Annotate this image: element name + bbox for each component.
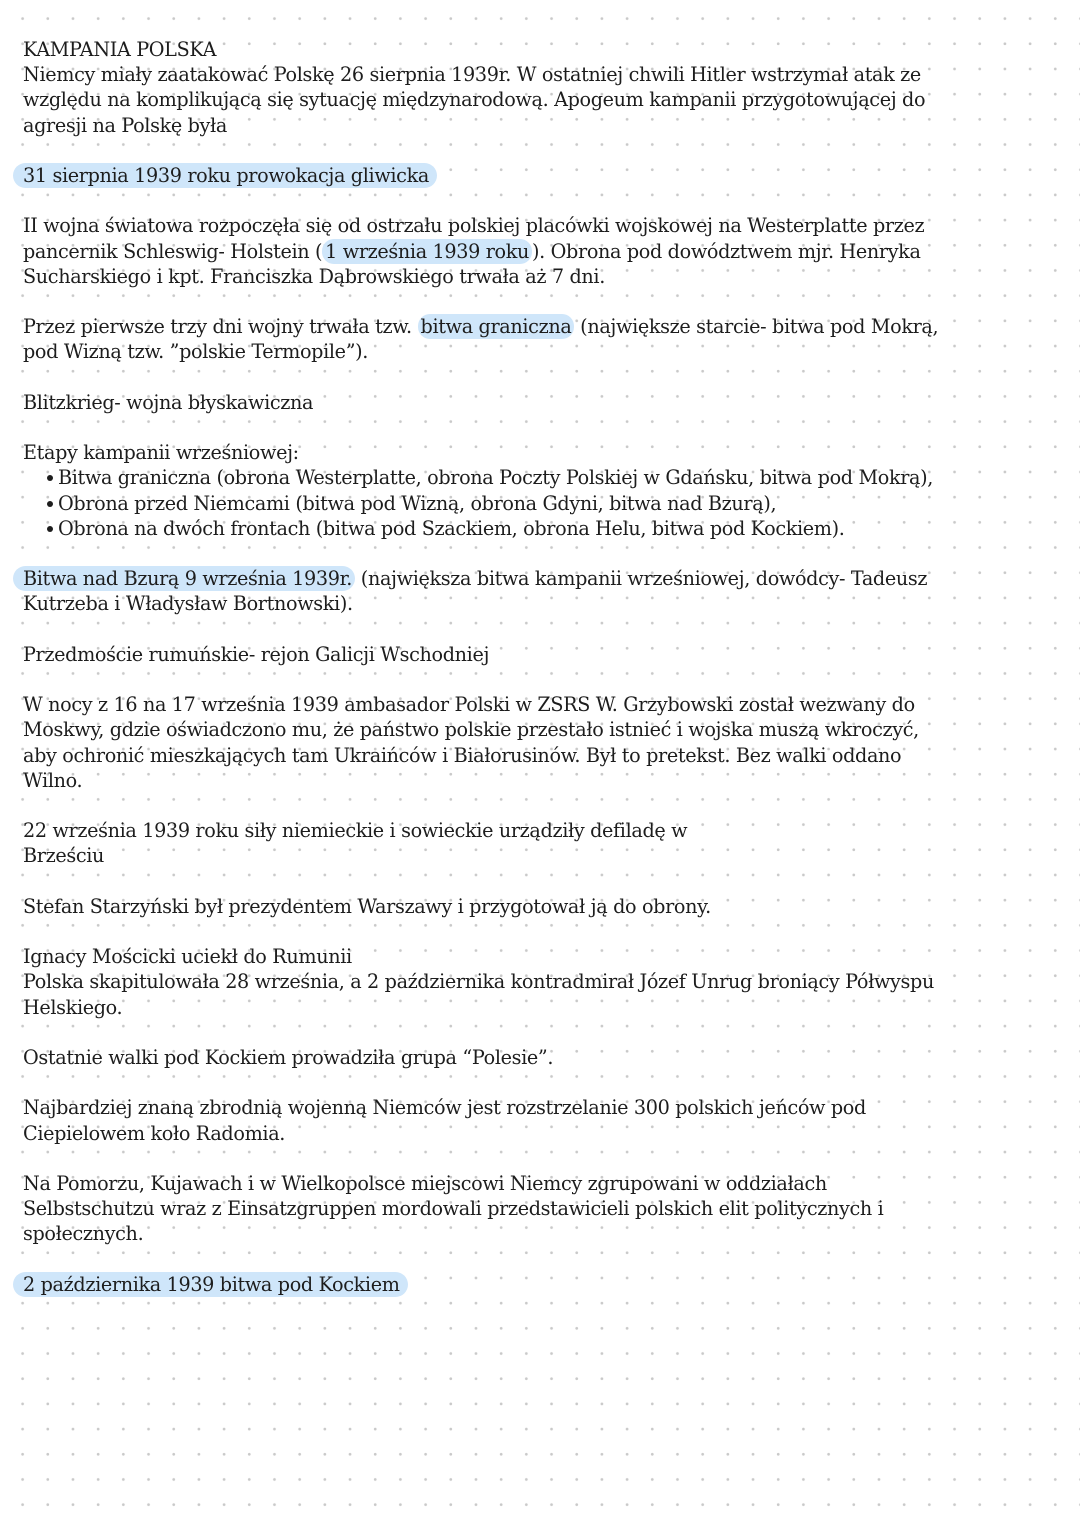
polesie-paragraph	[23, 1045, 1058, 1070]
gleiwitz-paragraph	[23, 163, 1058, 188]
gleiwitz-highlight: 31 sierpnia 1939 roku prowokacja gliwicka	[13, 163, 437, 188]
westerplatte-date-highlight: 1 września 1939 roku	[322, 239, 532, 264]
bridgehead-paragraph	[23, 642, 1058, 667]
westerplatte-line	[23, 239, 1058, 264]
list-item: Obrona na dwóch frontach (bitwa pod Szackiem, obrona Helu, bitwa pod Kockiem).	[47, 516, 1058, 541]
selbstschutz-line: społecznych.	[23, 1222, 144, 1246]
soviet-line: aby ochronić mieszkających tam Ukraińców i Białorusinów. Był to pretekst. Bez walki oddano	[23, 743, 902, 767]
westerplatte-line: Sucharskiego i kpt. Franciszka Dąbrowskiego trwała aż 7 dni.	[23, 264, 605, 288]
westerplatte-text: ). Obrona pod dowództwem mjr. Henryka	[532, 239, 921, 263]
border-battle-highlight: bitwa graniczna	[418, 314, 575, 339]
stages-list	[23, 465, 1058, 541]
border-battle-line	[23, 314, 1058, 339]
blitzkrieg-text: Blitzkrieg- wojna błyskawiczna	[23, 390, 314, 414]
soviet-line: Moskwy, gdzie oświadczono mu, że państwo polskie przestało istnieć i wojska muszą wkroczyć,	[23, 718, 919, 742]
parade-line: 22 września 1939 roku siły niemieckie i sowieckie urządziły defiladę w	[23, 819, 688, 843]
starzynski-text: Stefan Starzyński był prezydentem Warszawy i przygotował ją do obrony.	[23, 894, 711, 918]
bzura-line: Kutrzeba i Władysław Bortnowski).	[23, 592, 353, 616]
bzura-paragraph	[23, 566, 1058, 616]
soviet-line: Wilno.	[23, 768, 83, 792]
westerplatte-line: II wojna światowa rozpoczęła się od ostrzału polskiej placówki wojskowej na Westerplatte przez	[23, 214, 925, 238]
parade-line: Brześciu	[23, 844, 105, 868]
kock-highlight: 2 października 1939 bitwa pod Kockiem	[13, 1272, 408, 1297]
stages-heading: Etapy kampanii wrześniowej:	[23, 441, 299, 465]
bzura-line	[23, 566, 1058, 591]
selbstschutz-line: Selbstschutzu wraz z Einsatzgruppen mordowali przedstawicieli polskich elit politycznych i	[23, 1197, 884, 1221]
border-battle-text: Przez pierwsze trzy dni wojny trwała tzw.	[23, 315, 418, 339]
selbstschutz-line: Na Pomorzu, Kujawach i w Wielkopolsce miejscowi Niemcy zgrupowani w oddziałach	[23, 1171, 827, 1195]
capitulation-paragraph	[23, 944, 1058, 1020]
crime-line: Ciepielowem koło Radomia.	[23, 1121, 286, 1145]
border-battle-paragraph	[23, 314, 1058, 364]
war-crime-paragraph	[23, 1095, 1058, 1145]
westerplatte-paragraph	[23, 213, 1058, 289]
kock-paragraph	[23, 1272, 1058, 1297]
soviet-line: W nocy z 16 na 17 września 1939 ambasador Polski w ZSRS W. Grzybowski został wezwany do	[23, 693, 915, 717]
intro-line: agresji na Polskę była	[23, 113, 228, 137]
intro-line: Niemcy miały zaatakować Polskę 26 sierpnia 1939r. W ostatniej chwili Hitler wstrzymał atak ze	[23, 63, 921, 87]
westerplatte-text: pancernik Schleswig- Holstein (	[23, 239, 323, 263]
notes-body	[23, 37, 1058, 1322]
selbstschutz-paragraph	[23, 1171, 1058, 1247]
crime-line: Najbardziej znaną zbrodnią wojenną Niemców jest rozstrzelanie 300 polskich jeńców pod	[23, 1096, 866, 1120]
list-item: Bitwa graniczna (obrona Westerplatte, obrona Poczty Polskiej w Gdańsku, bitwa pod Mokrą),	[47, 465, 1058, 490]
starzynski-paragraph	[23, 894, 1058, 919]
bzura-text: (największa bitwa kampanii wrześniowej, dowódcy- Tadeusz	[355, 567, 928, 591]
capitulation-line: Helskiego.	[23, 995, 123, 1019]
border-battle-line: pod Wizną tzw. ”polskie Termopile”).	[23, 340, 369, 364]
soviet-invasion-paragraph	[23, 692, 1058, 793]
border-battle-text: (największe starcie- bitwa pod Mokrą,	[574, 315, 939, 339]
parade-paragraph	[23, 818, 1058, 868]
bridgehead-text: Przedmoście rumuńskie- rejon Galicji Wschodniej	[23, 642, 490, 666]
capitulation-line: Ignacy Mościcki uciekł do Rumunii	[23, 945, 352, 969]
bzura-highlight: Bitwa nad Bzurą 9 września 1939r.	[13, 566, 355, 591]
polesie-text: Ostatnie walki pod Kockiem prowadziła grupa “Polesie”.	[23, 1045, 554, 1069]
page-title: KAMPANIA POLSKA	[23, 38, 217, 61]
capitulation-line: Polska skapitulowała 28 września, a 2 października kontradmirał Józef Unrug broniący Półwyspu	[23, 970, 934, 994]
list-item: Obrona przed Niemcami (bitwa pod Wizną, obrona Gdyni, bitwa nad Bzurą),	[47, 491, 1058, 516]
intro-line: względu na komplikującą się sytuację międzynarodową. Apogeum kampanii przygotowującej do	[23, 88, 926, 112]
stages-paragraph	[23, 440, 1058, 541]
blitzkrieg-paragraph	[23, 390, 1058, 415]
intro-paragraph	[23, 37, 1058, 138]
